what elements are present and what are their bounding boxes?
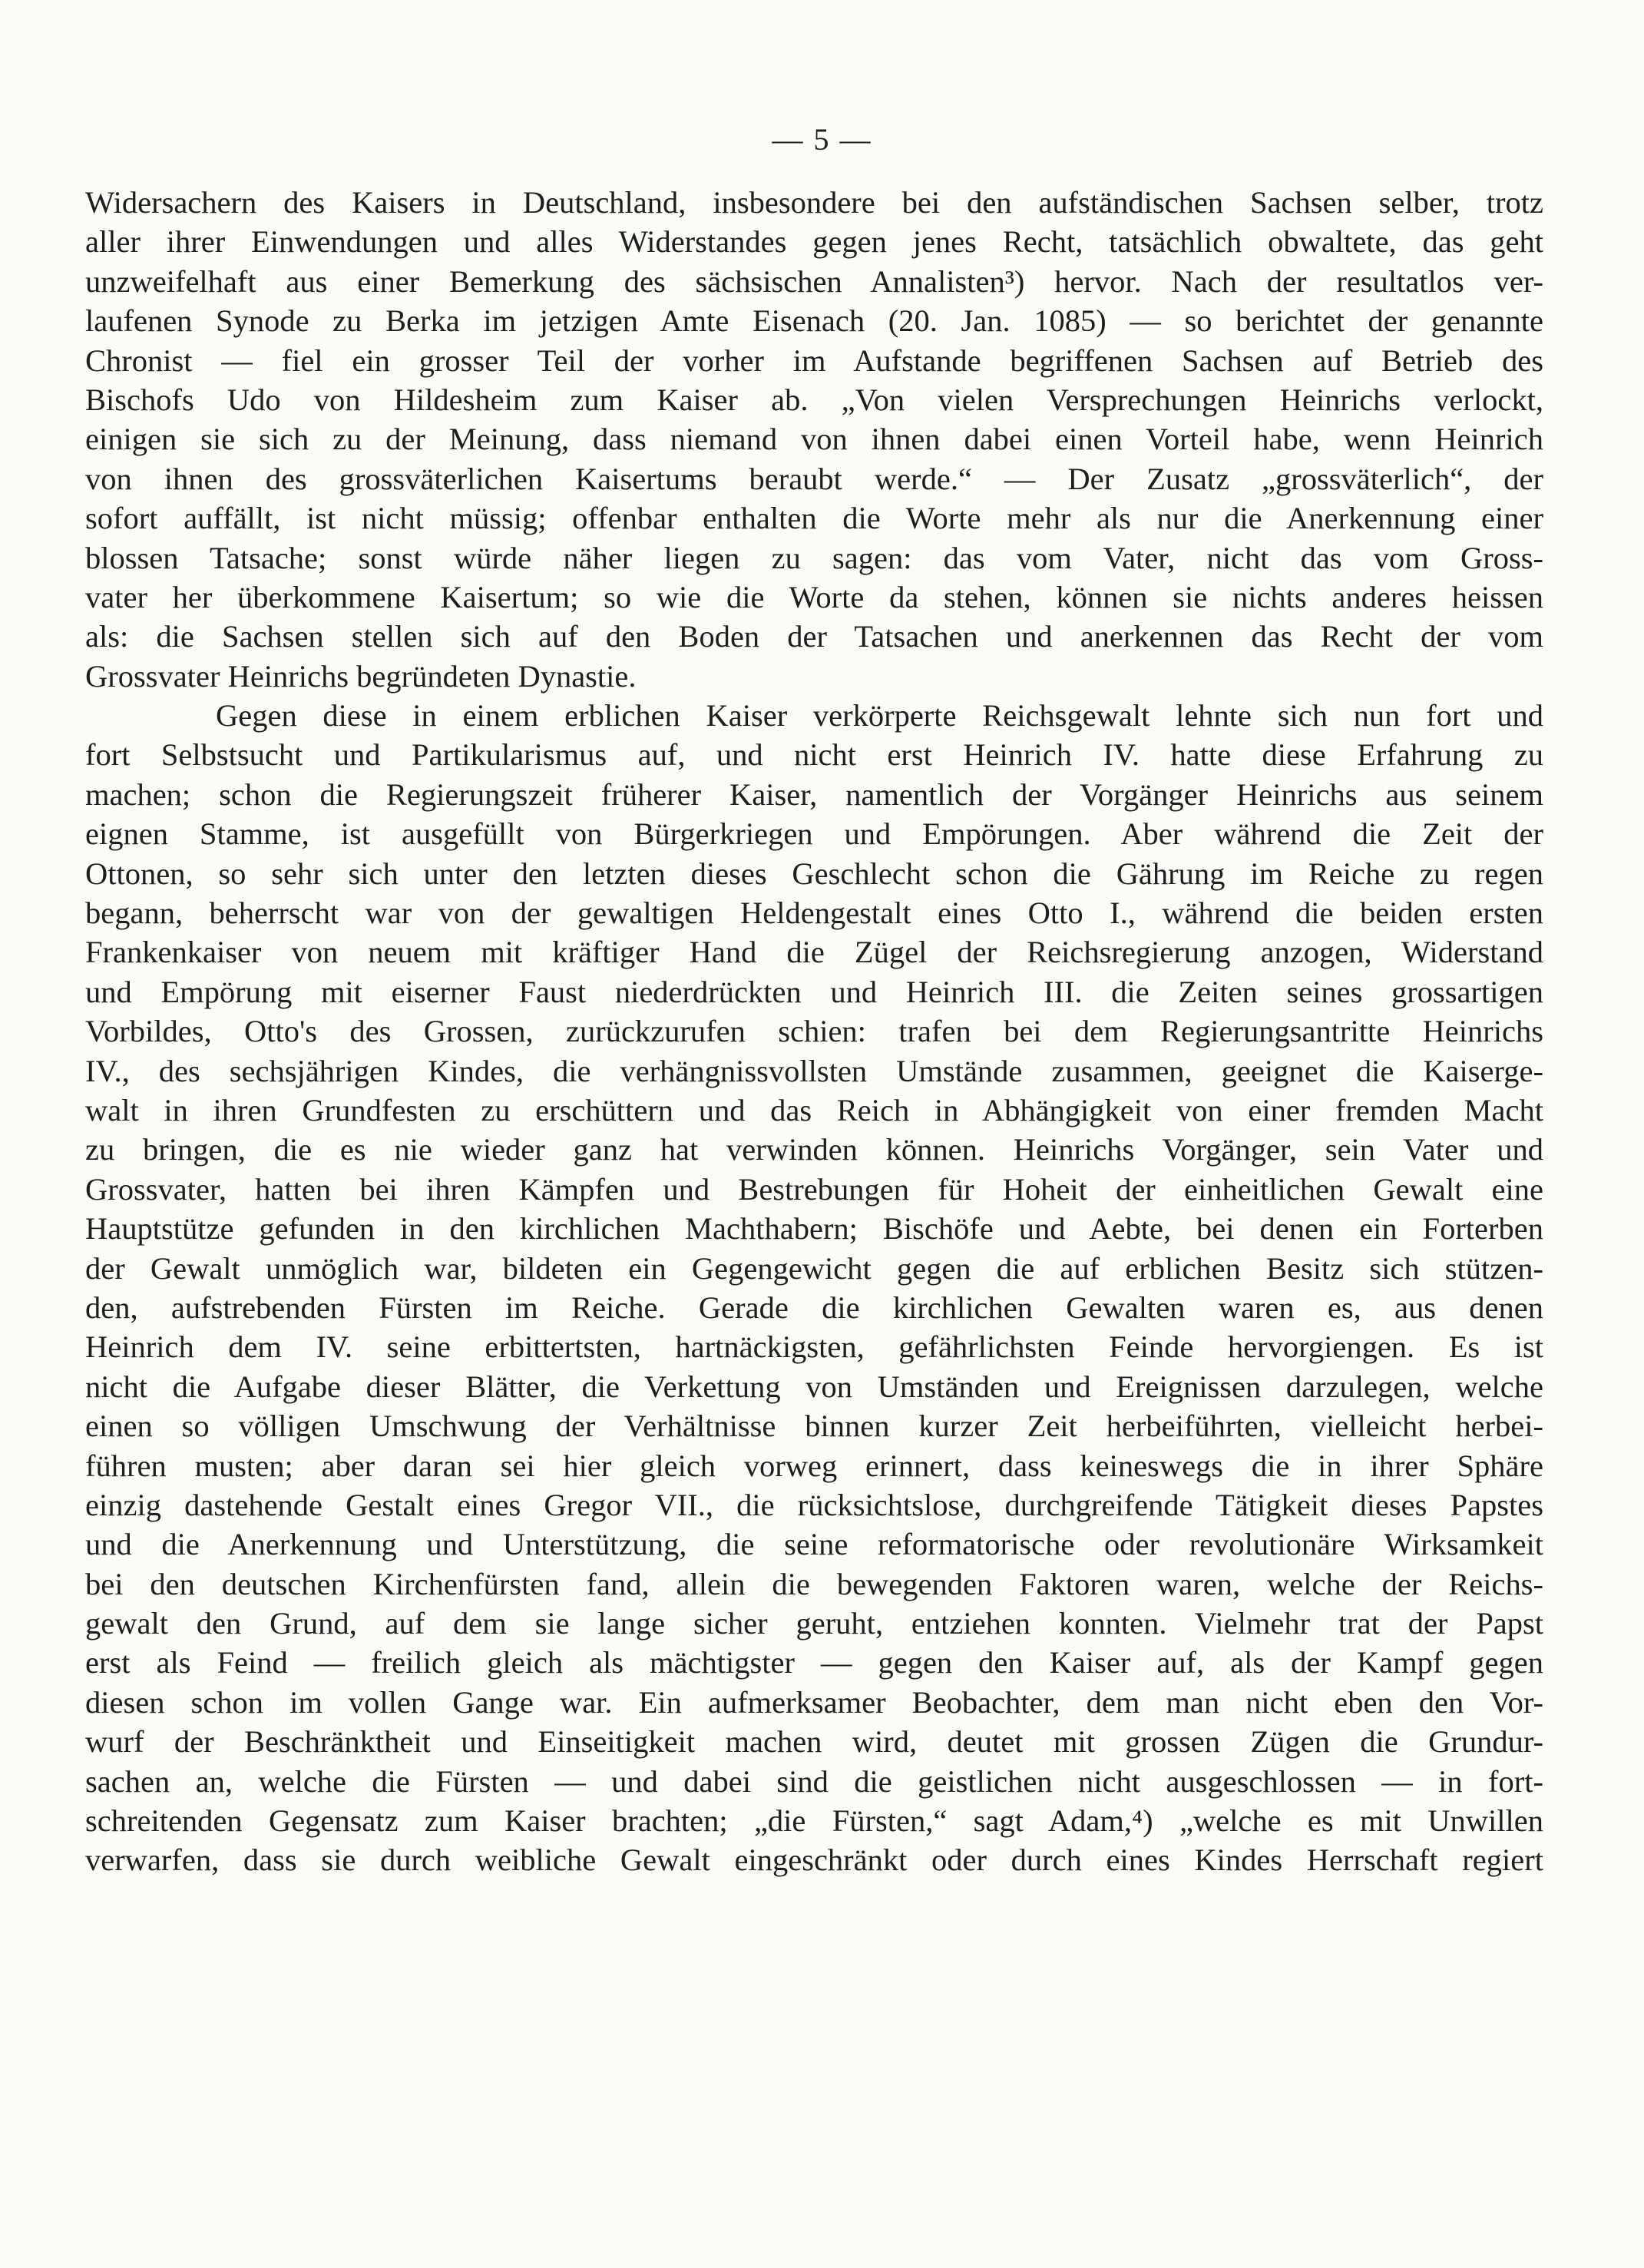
text-line: den, aufstrebenden Fürsten im Reiche. Gerade die kirchlichen Gewalten waren es, aus denen xyxy=(85,1290,1543,1325)
text-line: aller ihrer Einwendungen und alles Widerstandes gegen jenes Recht, tatsächlich obwaltete, das geht xyxy=(85,224,1543,260)
text-line: von ihnen des grossväterlichen Kaisertums beraubt werde.“ — Der Zusatz „grossväterlich“, der xyxy=(85,461,1543,496)
text-line: nicht die Aufgabe dieser Blätter, die Verkettung von Umständen und Ereignissen darzulegen, welche xyxy=(85,1369,1543,1404)
text-line: Grossvater, hatten bei ihren Kämpfen und Bestrebungen für Hoheit der einheitlichen Gewalt eine xyxy=(85,1171,1543,1207)
text-line: Vorbildes, Otto's des Grossen, zurückzurufen schien: trafen bei dem Regierungsantritte Heinrichs xyxy=(85,1014,1543,1049)
text-line: einen so völligen Umschwung der Verhältnisse binnen kurzer Zeit herbeiführten, vielleicht herbei- xyxy=(85,1409,1543,1444)
text-line: Ottonen, so sehr sich unter den letzten dieses Geschlecht schon die Gährung im Reiche zu regen xyxy=(85,856,1543,891)
text-line: sofort auffällt, ist nicht müssig; offenbar enthalten die Worte mehr als nur die Anerkennung einer xyxy=(85,501,1543,536)
text-line: und Empörung mit eiserner Faust niederdrückten und Heinrich III. die Zeiten seines grossartigen xyxy=(85,974,1543,1009)
page-number: — 5 — xyxy=(772,122,872,157)
text-line: zu bringen, die es nie wieder ganz hat verwinden können. Heinrichs Vorgänger, sein Vater und xyxy=(85,1132,1543,1167)
text-line: eignen Stamme, ist ausgefüllt von Bürgerkriegen und Empörungen. Aber während die Zeit der xyxy=(85,816,1543,852)
text-line: und die Anerkennung und Unterstützung, die seine reformatorische oder revolutionäre Wirksamkeit xyxy=(85,1527,1543,1562)
text-line: Chronist — fiel ein grosser Teil der vorher im Aufstande begriffenen Sachsen auf Betrieb des xyxy=(85,343,1543,378)
text-line: begann, beherrscht war von der gewaltigen Heldengestalt eines Otto I., während die beiden ersten xyxy=(85,896,1543,931)
text-line: Hauptstütze gefunden in den kirchlichen Machthabern; Bischöfe und Aebte, bei denen ein Forterben xyxy=(85,1211,1543,1247)
text-line: führen musten; aber daran sei hier gleich vorweg erinnert, dass keineswegs die in ihrer Sphäre xyxy=(85,1448,1543,1483)
text-line: blossen Tatsache; sonst würde näher liegen zu sagen: das vom Vater, nicht das vom Gross- xyxy=(85,540,1543,575)
text-line: schreitenden Gegensatz zum Kaiser brachten; „die Fürsten,“ sagt Adam,⁴) „welche es mit Unwillen xyxy=(85,1803,1543,1839)
text-line: machen; schon die Regierungszeit früherer Kaiser, namentlich der Vorgänger Heinrichs aus seinem xyxy=(85,776,1543,812)
text-line: Grossvater Heinrichs begründeten Dynastie. xyxy=(85,658,637,694)
text-line: Bischofs Udo von Hildesheim zum Kaiser ab. „Von vielen Versprechungen Heinrichs verlockt, xyxy=(85,382,1543,417)
text-line: Heinrich dem IV. seine erbittertsten, hartnäckigsten, gefährlichsten Feinde hervorgiengen. Es ist xyxy=(85,1329,1543,1365)
text-line: sachen an, welche die Fürsten — und dabei sind die geistlichen nicht ausgeschlossen — in fort- xyxy=(85,1763,1543,1799)
text-line: einigen sie sich zu der Meinung, dass niemand von ihnen dabei einen Vorteil habe, wenn Heinrich xyxy=(85,422,1543,457)
text-line: laufenen Synode zu Berka im jetzigen Amte Eisenach (20. Jan. 1085) — so berichtet der genannte xyxy=(85,303,1543,339)
text-line: unzweifelhaft aus einer Bemerkung des sächsischen Annalisten³) hervor. Nach der resultatlos ver- xyxy=(85,263,1543,299)
body-text xyxy=(85,183,1543,1880)
text-line: Widersachern des Kaisers in Deutschland, insbesondere bei den aufständischen Sachsen selber, trotz xyxy=(85,185,1543,220)
text-line: walt in ihren Grundfesten zu erschüttern und das Reich in Abhängigkeit von einer fremden Macht xyxy=(85,1092,1543,1127)
text-line: bei den deutschen Kirchenfürsten fand, allein die bewegenden Faktoren waren, welche der Reichs- xyxy=(85,1566,1543,1601)
text-line: vater her überkommene Kaisertum; so wie die Worte da stehen, können sie nichts anderes heissen xyxy=(85,579,1543,614)
text-line: wurf der Beschränktheit und Einseitigkeit machen wird, deutet mit grossen Zügen die Grundur- xyxy=(85,1724,1543,1760)
text-line: gewalt den Grund, auf dem sie lange sicher geruht, entziehen konnten. Vielmehr trat der Papst xyxy=(85,1606,1543,1641)
text-line: diesen schon im vollen Gange war. Ein aufmerksamer Beobachter, dem man nicht eben den Vor- xyxy=(85,1684,1543,1720)
text-line: einzig dastehende Gestalt eines Gregor VII., die rücksichtslose, durchgreifende Tätigkeit dieses Papstes xyxy=(85,1487,1543,1522)
text-line: der Gewalt unmöglich war, bildeten ein Gegengewicht gegen die auf erblichen Besitz sich stützen- xyxy=(85,1250,1543,1286)
text-line: verwarfen, dass sie durch weibliche Gewalt eingeschränkt oder durch eines Kindes Herrschaft regiert xyxy=(85,1843,1543,1878)
text-line: erst als Feind — freilich gleich als mächtigster — gegen den Kaiser auf, als der Kampf gegen xyxy=(85,1645,1543,1680)
text-line: IV., des sechsjährigen Kindes, die verhängnissvollsten Umstände zusammen, geeignet die Kaiserge- xyxy=(85,1053,1543,1088)
text-line: Frankenkaiser von neuem mit kräftiger Hand die Zügel der Reichsregierung anzogen, Widerstand xyxy=(85,935,1543,970)
text-line: Gegen diese in einem erblichen Kaiser verkörperte Reichsgewalt lehnte sich nun fort und xyxy=(216,698,1543,733)
text-line: als: die Sachsen stellen sich auf den Boden der Tatsachen und anerkennen das Recht der vom xyxy=(85,619,1543,654)
text-line: fort Selbstsucht und Partikularismus auf, und nicht erst Heinrich IV. hatte diese Erfahrung zu xyxy=(85,737,1543,773)
